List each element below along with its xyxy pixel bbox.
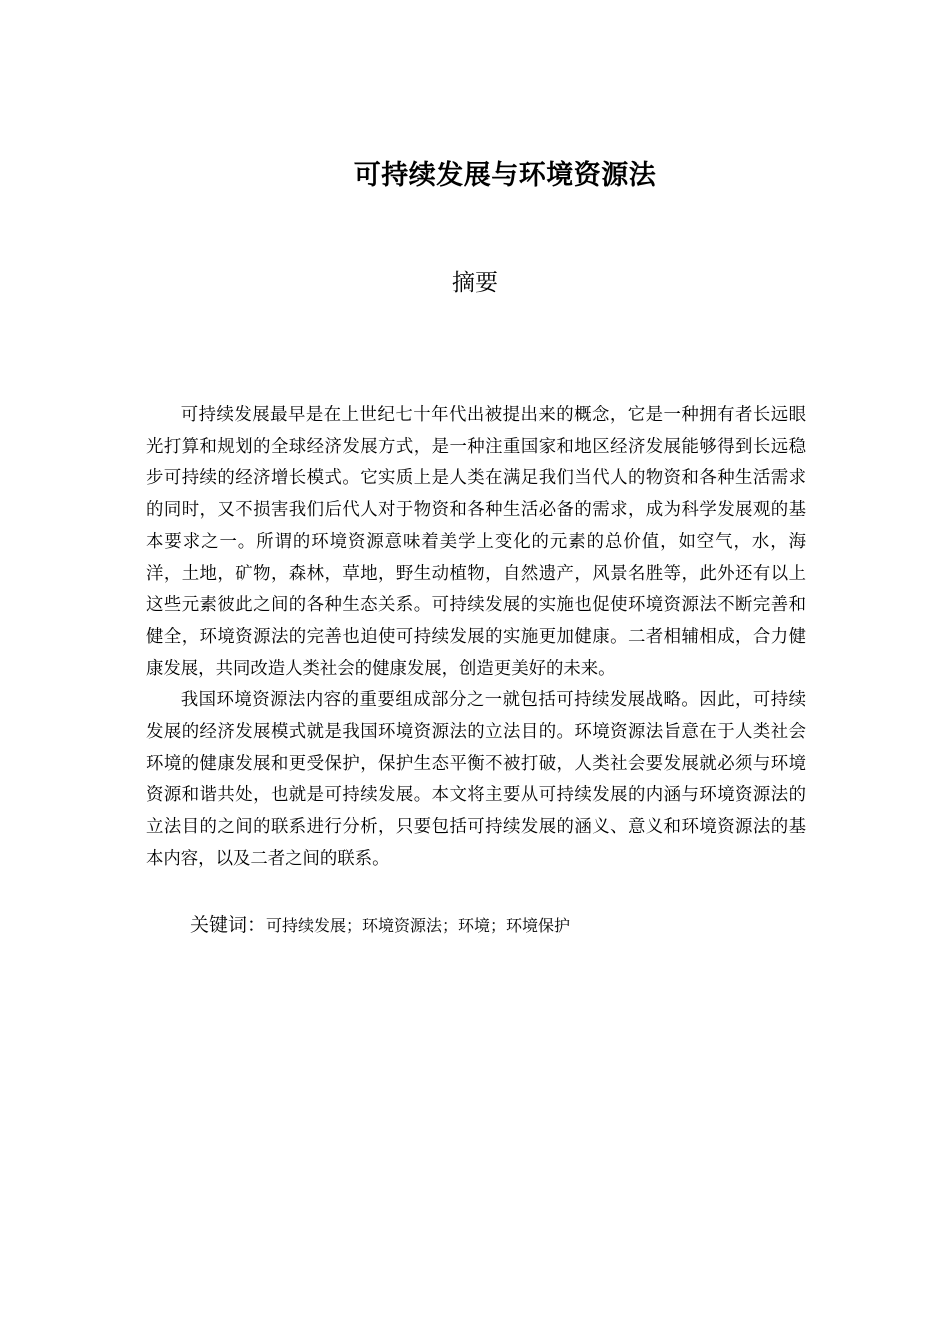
keywords-line (190, 910, 810, 941)
keywords-value: 可持续发展；环境资源法；环境；环境保护 (266, 916, 571, 935)
keywords-label: 关键词： (190, 914, 267, 936)
abstract-heading: 摘要 (452, 270, 498, 296)
abstract-paragraph-1: 可持续发展最早是在上世纪七十年代出被提出来的概念，它是一种拥有者长远眼光打算和规划的全球经济发展方式，是一种注重国家和地区经济发展能够得到长远稳步可持续的经济增长模式。它实质上是人类在满足我们当代人的物资和各种生活需求的同时，又不损害我们后代人对于物资和各种生活必备的需求，成为科学发展观的基本要求之一。所谓的环境资源意味着美学上变化的元素的总价值，如空气，水，海洋，土地，矿物，森林，草地，野生动植物，自然遗产，风景名胜等，此外还有以上这些元素彼此之间的各种生态关系。可持续发展的实施也促使环境资源法不断完善和健全，环境资源法的完善也迫使可持续发展的实施更加健康。二者相辅相成，合力健康发展，共同改造人类社会的健康发展，创造更美好的未来。 (146, 405, 806, 679)
document-title: 可持续发展与环境资源法 (353, 160, 657, 191)
abstract-paragraph-2: 我国环境资源法内容的重要组成部分之一就包括可持续发展战略。因此，可持续发展的经济发展模式就是我国环境资源法的立法目的。环境资源法旨意在于人类社会环境的健康发展和更受保护，保护生态平衡不被打破，人类社会要发展就必须与环境资源和谐共处，也就是可持续发展。本文将主要从可持续发展的内涵与环境资源法的立法目的之间的联系进行分析，只要包括可持续发展的涵义、意义和环境资源法的基本内容，以及二者之间的联系。 (146, 690, 806, 869)
abstract-body (146, 400, 806, 876)
